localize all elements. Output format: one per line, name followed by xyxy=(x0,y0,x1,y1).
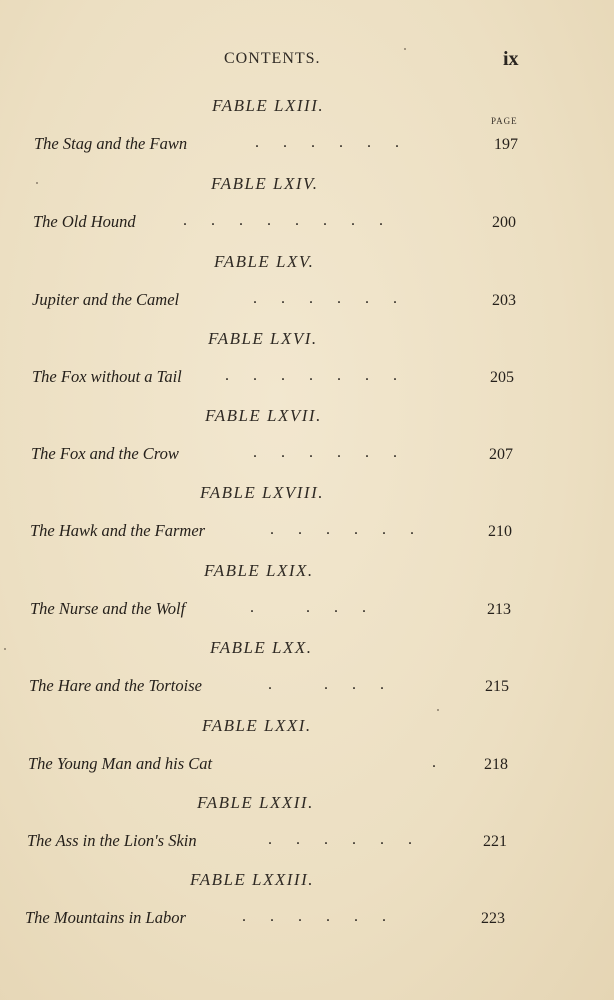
fable-page-number: 213 xyxy=(487,601,511,618)
fable-page-number: 223 xyxy=(481,910,505,927)
contents-entry xyxy=(0,483,614,543)
fable-title: The Fox without a Tail xyxy=(32,367,182,386)
contents-entry xyxy=(0,638,614,698)
fable-title: The Nurse and the Wolf xyxy=(30,599,186,618)
dot-leaders: . . . . . . xyxy=(255,134,399,151)
fable-title: The Old Hound xyxy=(33,212,136,231)
dot-leaders: . . . . . . xyxy=(253,290,397,307)
dot-leaders: . . . . xyxy=(268,676,384,693)
dot-leaders: . . . . . . xyxy=(270,521,414,538)
page-number: ix xyxy=(503,48,519,70)
dot-leaders: . . . . . . xyxy=(268,831,412,848)
fable-page-number: 221 xyxy=(483,833,507,850)
fable-heading: FABLE LXVIII. xyxy=(200,483,325,502)
paper-speck xyxy=(404,48,406,50)
contents-entry xyxy=(0,716,614,776)
fable-title: The Hare and the Tortoise xyxy=(29,676,202,695)
fable-page-number: 200 xyxy=(492,214,516,231)
fable-heading: FABLE LXXIII. xyxy=(190,870,315,889)
dot-leaders: . . . . . . xyxy=(242,908,386,925)
fable-title: The Mountains in Labor xyxy=(25,908,186,927)
fable-heading: FABLE LXIII. xyxy=(212,96,325,115)
fable-title: The Stag and the Fawn xyxy=(34,134,188,153)
dot-leaders: . . . . xyxy=(250,599,366,616)
contents-entry xyxy=(0,329,614,389)
fable-heading: FABLE LXVII. xyxy=(205,406,322,425)
fable-title: The Ass in the Lion's Skin xyxy=(27,831,197,850)
fable-page-number: 203 xyxy=(492,292,516,309)
dot-leaders: . . . . . . xyxy=(253,444,397,461)
contents-entry xyxy=(0,96,614,156)
fable-page-number: 218 xyxy=(484,756,508,773)
fable-heading: FABLE LXIX. xyxy=(204,561,314,580)
page-column-label: PAGE xyxy=(491,116,518,126)
contents-entry xyxy=(0,406,614,466)
dot-leaders: . xyxy=(432,754,436,771)
fable-heading: FABLE LXVI. xyxy=(208,329,318,348)
dot-leaders: . . . . . . . . xyxy=(183,212,383,229)
fable-title: The Hawk and the Farmer xyxy=(30,521,206,540)
contents-entry xyxy=(0,793,614,853)
fable-title: The Fox and the Crow xyxy=(31,444,179,463)
fable-title: Jupiter and the Camel xyxy=(32,290,180,309)
fable-page-number: 210 xyxy=(488,523,512,540)
fable-heading: FABLE LXX. xyxy=(210,638,313,657)
paper-speck xyxy=(4,648,6,650)
dot-leaders: . . . . . . . xyxy=(225,367,397,384)
fable-title: The Young Man and his Cat xyxy=(28,754,213,773)
paper-speck xyxy=(437,709,439,711)
fable-page-number: 197 xyxy=(494,136,518,153)
fable-heading: FABLE LXXI. xyxy=(202,716,312,735)
fable-page-number: 215 xyxy=(485,678,509,695)
fable-page-number: 205 xyxy=(490,369,514,386)
running-title: CONTENTS. xyxy=(224,50,321,67)
contents-entry xyxy=(0,174,614,234)
contents-entry xyxy=(0,561,614,621)
fable-heading: FABLE LXV. xyxy=(214,252,315,271)
paper-speck xyxy=(36,182,38,184)
contents-entry xyxy=(0,252,614,312)
fable-heading: FABLE LXXII. xyxy=(197,793,314,812)
running-head xyxy=(0,50,614,74)
fable-page-number: 207 xyxy=(489,446,513,463)
fable-heading: FABLE LXIV. xyxy=(211,174,319,193)
contents-entry xyxy=(0,870,614,930)
